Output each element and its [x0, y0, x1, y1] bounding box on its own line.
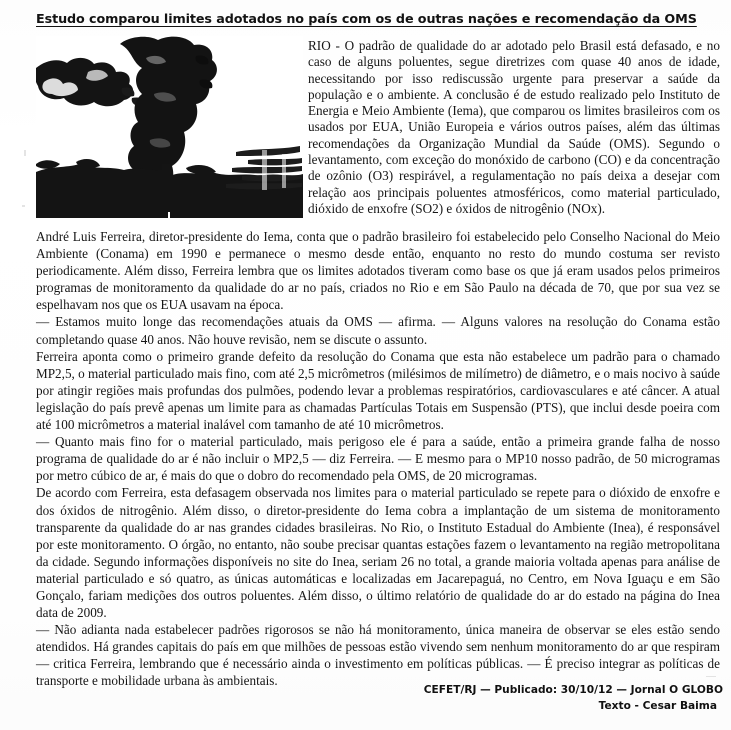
body-paragraph: — Quanto mais fino for o material particulado, mais perigoso ele é para a saúde, então a primeira grande falha de nosso programa de qualidade do ar é não incluir o MP2,5 — diz Ferreira. — E mesmo para o MP10 nosso padrão, de 50 microgramas por metro cúbico de ar, é mais do que o dobro do recomendado pela OMS, de 20 microgramas. [36, 434, 720, 484]
article-headline: Estudo comparou limites adotados no país com os de outras nações e recomendação da OMS [36, 12, 697, 27]
source-credit [303, 682, 723, 714]
smokestack-photo-graphic [36, 36, 303, 218]
scan-speckle [22, 205, 25, 207]
lead-paragraph: RIO - O padrão de qualidade do ar adotado pelo Brasil está defasado, e no caso de alguns poluentes, segue diretrizes com quase 40 anos de idade, necessitando por isso rediscussão urgente para preservar a saúde da população e o ambiente. A conclusão é de estudo realizado pelo Instituto de Energia e Meio Ambiente (Iema), que comparou os limites brasileiros com os usados por EUA, União Europeia e vários outros países, além das últimas recomendações da Organização Mundial da Saúde (OMS). Segundo o levantamento, com exceção do monóxido de carbono (CO) e da concentração de ozônio (O3) respirável, a regulamentação no país deixa a desejar com relação aos principais poluentes atmosféricos, como material particulado, dióxido de enxofre (SO2) e óxidos de nitrogênio (NOx). [308, 38, 720, 216]
ground-silhouette-left [36, 164, 168, 218]
article-photo [36, 36, 303, 218]
body-paragraph: De acordo com Ferreira, esta defasagem observada nos limites para o material particulado se repete para o dióxido de enxofre e dos óxidos de nitrogênio. Além disso, o diretor-presidente do Iema cobra a implantação de um sistema de monitoramento transparente da qualidade do ar nas grandes cidades brasileiras. No Rio, o Instituto Estadual do Ambiente (Inea), é responsável por este monitoramento. O órgão, no entanto, não soube precisar quantas estações fazem o levantamento na região metropolitana da cidade. Segundo informações disponíveis no site do Inea, seriam 26 no total, a grande maioria voltada apenas para análise de material particulado e só quatro, as únicas automáticas e localizadas em Jacarepaguá, no Centro, em Nova Iguaçu e em São Gonçalo, fariam medições dos outros poluentes. Além disso, o último relatório de qualidade do ar do estado na página do Inea data de 2009. [36, 485, 720, 621]
credit-publication-line: CEFET/RJ — Publicado: 30/10/12 — Jornal O GLOBO [423, 684, 723, 696]
body-paragraph: — Não adianta nada estabelecer padrões rigorosos se não há monitoramento, única maneira de observar se eles estão sendo atendidos. Há grandes capitais do país em que milhões de pessoas estão vivendo sem nenhum monitoramento do ar que respiram — critica Ferreira, lembrando que é necessário ainda o investimento em políticas públicas. — É preciso integrar as políticas de transporte e mobilidade urbana às ambientais. [36, 622, 720, 689]
article-content [36, 0, 720, 730]
scan-speckle [706, 676, 716, 677]
body-paragraph: Ferreira aponta como o primeiro grande defeito da resolução do Conama que esta não estabelece um padrão para o chamado MP2,5, o material particulado mais fino, com até 2,5 micrômetros (milésimos de milímetro) de diâmetro, e o mais nocivo à saúde por atingir regiões mais profundas dos pulmões, podendo levar a problemas respiratórios, cardiovasculares e até câncer. A atual legislação do país prevê apenas um limite para as chamadas Partículas Totais em Suspensão (PTS), que inclui desde poeira com até 100 micrômetros a material inalável com tamanho de até 10 micrômetros. [36, 348, 720, 433]
body-paragraph: André Luis Ferreira, diretor-presidente do Iema, conta que o padrão brasileiro foi estabelecido pelo Conselho Nacional do Meio Ambiente (Conama) em 1990 e permanece o mesmo desde então, enquanto no resto do mundo costuma ser revisto periodicamente. Além disso, Ferreira lembra que os limites adotados tiveram como base os que já eram usados pelos primeiros programas de monitoramento da qualidade do ar no país, criados no Rio e em São Paulo na década de 70, que por sua vez se espelhavam nos que os EUA usavam na época. [36, 229, 720, 313]
credit-author-line: Texto - Cesar Baima [598, 700, 717, 712]
body-paragraph: — Estamos muito longe das recomendações atuais da OMS — afirma. — Alguns valores na resolução do Conama estão completando quase 40 anos. Não houve revisão, nem se discute o assunto. [36, 314, 720, 347]
article-body [36, 228, 720, 690]
scan-speckle [24, 150, 26, 156]
